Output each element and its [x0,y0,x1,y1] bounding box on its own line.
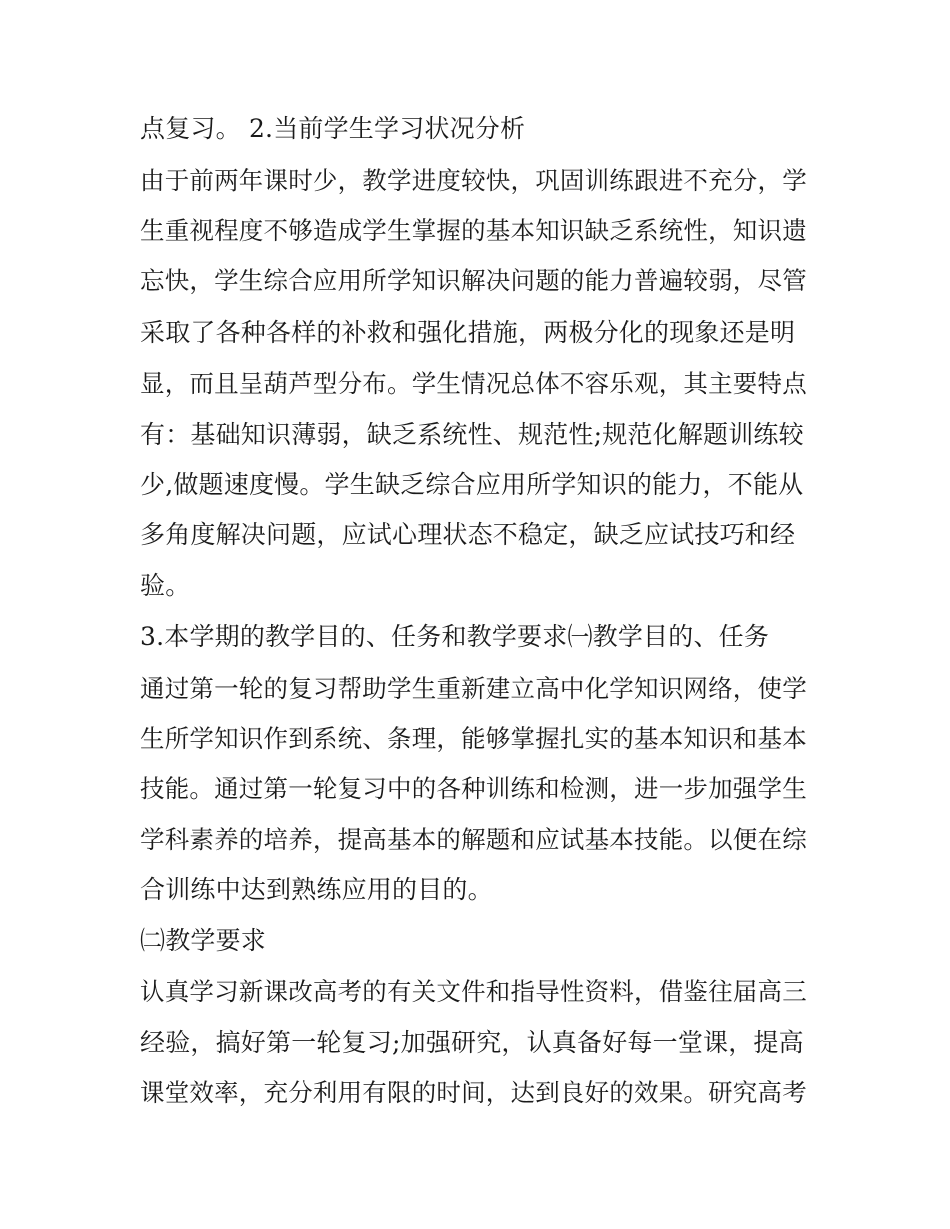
text-line: 采取了各种各样的补救和强化措施，两极分化的现象还是明 [140,318,796,347]
text-line: 经验，搞好第一轮复习;加强研究，认真备好每一堂课，提高 [140,1028,804,1057]
text-line: 学科素养的培养，提高基本的解题和应试基本技能。以便在综 [140,825,807,854]
subsection-heading: ㈡教学要求 [140,926,267,955]
section-heading: 3.本学期的教学目的、任务和教学要求㈠教学目的、任务 [140,622,770,651]
text-line: 显，而且呈葫芦型分布。学生情况总体不容乐观，其主要特点 [140,369,807,398]
text-line: 少,做题速度慢。学生缺乏综合应用所学知识的能力，不能从 [140,470,804,499]
text-line: 通过第一轮的复习帮助学生重新建立高中化学知识网络，使学 [140,674,807,703]
text-line: 验。 [140,571,191,600]
text-line: 有：基础知识薄弱，缺乏系统性、规范性;规范化解题训练较 [140,420,804,449]
text-line: 生重视程度不够造成学生掌握的基本知识缺乏系统性，知识遗 [140,216,807,245]
text-line: 合训练中达到熟练应用的目的。 [140,875,493,904]
text-line: 多角度解决问题，应试心理状态不稳定，缺乏应试技巧和经 [140,520,796,549]
text-line: 由于前两年课时少，教学进度较快，巩固训练跟进不充分，学 [140,166,807,195]
text-line: 认真学习新课改高考的有关文件和指导性资料，借鉴往届高三 [140,977,807,1006]
text-line: 点复习。 2.当前学生学习状况分析 [140,114,526,143]
text-line: 忘快，学生综合应用所学知识解决问题的能力普遍较弱，尽管 [140,266,807,295]
text-line: 课堂效率，充分利用有限的时间，达到良好的效果。研究高考 [140,1078,807,1107]
text-line: 生所学知识作到系统、条理，能够掌握扎实的基本知识和基本 [140,724,807,753]
text-line: 技能。通过第一轮复习中的各种训练和检测，进一步加强学生 [140,774,807,803]
